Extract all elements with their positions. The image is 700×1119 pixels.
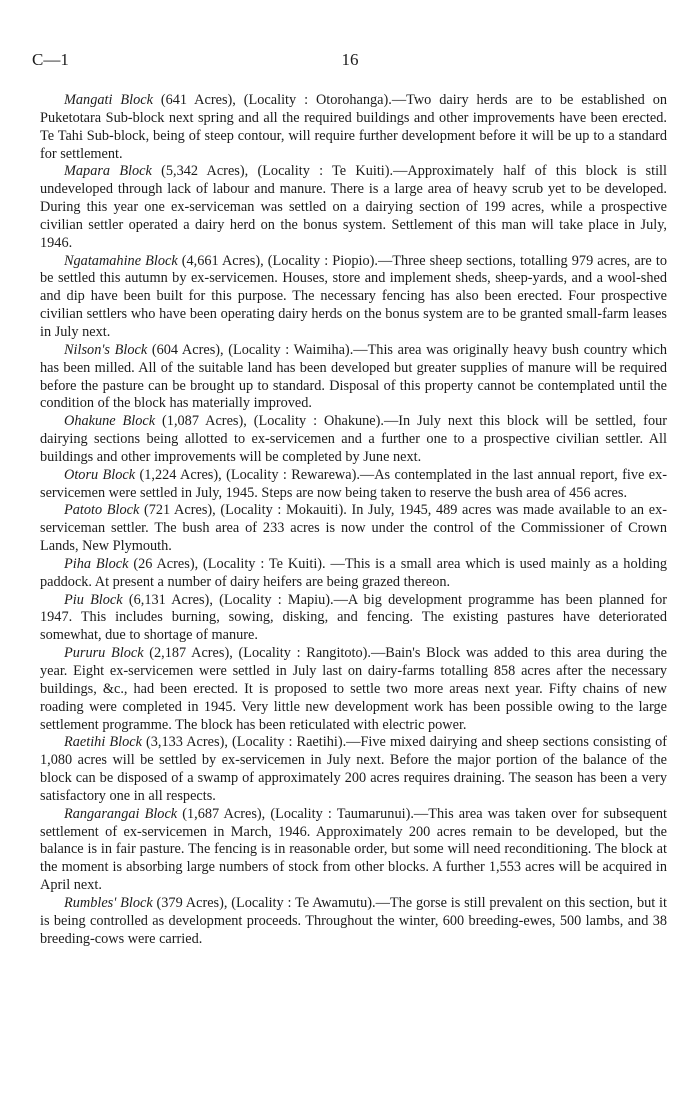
block-paragraph-mangati: [40, 92, 667, 163]
block-name: Pururu Block: [64, 645, 144, 662]
block-name: Piu Block: [64, 591, 123, 608]
block-name: Ohakune Block: [64, 413, 156, 430]
block-text: (1,687 Acres), (Locality : Taumarunui).—This area was taken over for subsequent settlement of ex-servicemen in March, 1946. Approximately 200 acres remain to be developed, but the balance is in fair pasture. The fencing is in reasonable order, but some will need reconditioning. The block at the moment is absorbing large numbers of stock from other blocks. A further 1,553 acres will be acquired in April next.: [40, 805, 667, 894]
block-text: (5,342 Acres), (Locality : Te Kuiti).—Approximately half of this block is still undeveloped through lack of labour and manure. There is a large area of heavy scrub yet to be developed. During this year one ex-serviceman was settled on a dairying section of 199 acres, while a prospective civilian settler operated a dairy herd on the bonus system. Settlement of this man will take place in July, 1946.: [40, 163, 668, 251]
block-text: (4,661 Acres), (Locality : Piopio).—Three sheep sections, totalling 979 acres, are to be settled this autumn by ex-servicemen. Houses, store and implement sheds, sheep-yards, and a wool-shed and dip have been built for this purpose. The necessary fencing has also been erected. Four prospective civilian settlers who have been operating dairy herds on the bonus system are to be granted small-farm leases in July next.: [40, 252, 667, 340]
block-text: (6,131 Acres), (Locality : Mapiu).—A big development programme has been planned for 1947. This includes burning, sowing, disking, and fencing. The existing pastures have deteriorated somewhat, due to shortage of manure.: [40, 591, 667, 644]
block-name: Rangarangai Block: [64, 805, 178, 822]
block-paragraph-rumbles: [40, 895, 667, 949]
block-text: (641 Acres), (Locality : Otorohanga).—Two dairy herds are to be established on Puketotara Sub-block next spring and all the required buildings and other improvements have been erected. Te Tahi Sub-block, being of steep contour, will require further development before it will be up to a standard for settlement.: [40, 92, 667, 162]
block-text: (604 Acres), (Locality : Waimiha).—This area was originally heavy bush country which has been milled. All of the suitable land has been developed but greater supplies of manure will be required before the pasture can be brought up to standard. Disposal of this property cannot be contemplated until the condition of the block has materially improved.: [40, 341, 667, 412]
block-text: (379 Acres), (Locality : Te Awamutu).—The gorse is still prevalent on this section, but it is being controlled as development proceeds. Throughout the winter, 600 breeding-ewes, 500 lambs, and 38 breeding-cows were carried.: [40, 894, 668, 947]
block-text: (3,133 Acres), (Locality : Raetihi).—Five mixed dairying and sheep sections consisting of 1,080 acres will be settled by ex-servicemen in July next. Before the major portion of the balance of the block can be disposed of a swamp of approximately 200 acres requires draining. The season has been a very satisfactory one in all respects.: [40, 734, 667, 804]
block-name: Otoru Block: [64, 466, 136, 483]
block-paragraph-piha: [40, 556, 667, 592]
block-paragraph-ohakune: [40, 413, 667, 467]
block-name: Piha Block: [64, 555, 129, 572]
block-name: Mangati Block: [64, 92, 153, 108]
block-paragraph-piu: [40, 592, 667, 646]
page-header: [32, 50, 668, 74]
block-paragraph-patoto: [40, 502, 667, 556]
block-paragraph-nilsons: [40, 342, 667, 413]
report-body: [40, 92, 667, 949]
block-text: (2,187 Acres), (Locality : Rangitoto).—Bain's Block was added to this area during the year. Eight ex-servicemen were settled in July last on dairy-farms totalling 858 acres after the necessary buildings, &c., had been erected. It is proposed to settle two more areas next year. Fifty chains of new roading were completed in 1945. Very little new development work has been possible owing to the large settlement programme. The block has been reticulated with electric power.: [40, 645, 667, 733]
block-text: (721 Acres), (Locality : Mokauiti). In July, 1945, 489 acres was made available to an ex-serviceman settler. The bush area of 233 acres is now under the control of the Commissioner of Crown Lands, New Plymouth.: [40, 502, 667, 555]
block-text: (1,087 Acres), (Locality : Ohakune).—In July next this block will be settled, four dairying sections being allotted to ex-servicemen and a further one to a prospective civilian settler. All buildings and other improvements will be completed by June next.: [40, 413, 668, 465]
block-name: Patoto Block: [64, 502, 140, 519]
block-paragraph-raetihi: [40, 734, 667, 805]
block-paragraph-pururu: [40, 645, 667, 734]
block-paragraph-otoru: [40, 467, 667, 503]
block-text: (26 Acres), (Locality : Te Kuiti). —This is a small area which is used mainly as a holding paddock. At present a number of dairy heifers are being grazed thereon.: [40, 555, 667, 590]
parliamentary-paper-code: C—1: [32, 50, 69, 69]
block-name: Rumbles' Block: [64, 894, 153, 911]
block-name: Raetihi Block: [64, 734, 142, 751]
block-paragraph-rangarangai: [40, 806, 667, 895]
block-name: Mapara Block: [64, 163, 152, 180]
block-name: Nilson's Block: [64, 341, 148, 358]
page-number: 16: [341, 50, 359, 69]
block-paragraph-ngatamahine: [40, 253, 667, 342]
block-paragraph-mapara: [40, 163, 667, 252]
block-name: Ngatamahine Block: [64, 252, 178, 269]
block-text: (1,224 Acres), (Locality : Rewarewa).—As contemplated in the last annual report, five ex-servicemen were settled in July, 1945. Steps are now being taken to reserve the bush area of 456 acres.: [40, 466, 668, 501]
